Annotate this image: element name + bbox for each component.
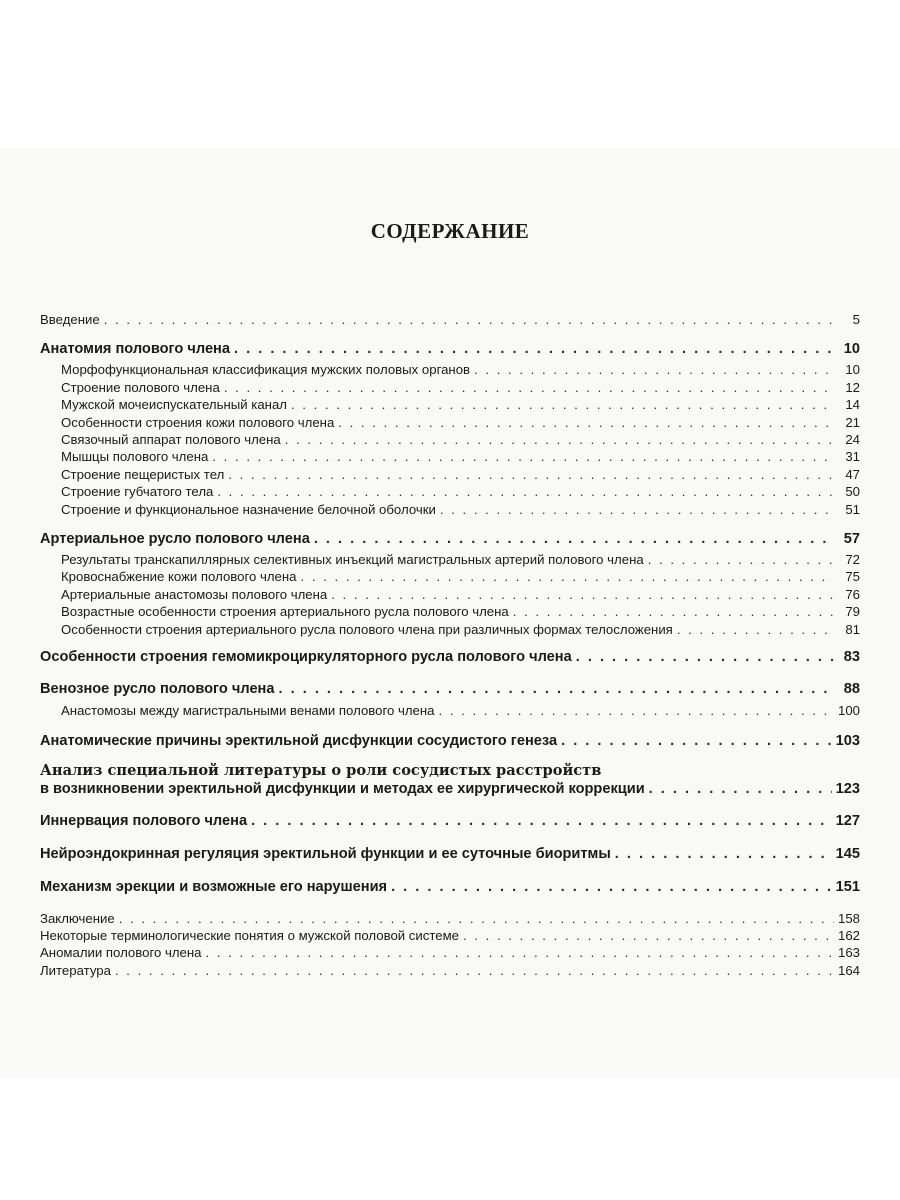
toc-entry-conclusion: Заключение . . . 158 xyxy=(40,910,860,927)
toc-subentry: Мышцы полового члена . . . 31 xyxy=(40,448,860,465)
toc-section-innervation: Иннервация полового члена . . . 127 xyxy=(40,812,860,830)
page-title: СОДЕРЖАНИЕ xyxy=(370,219,530,244)
toc-entry-anomalies: Аномалии полового члена . . . 163 xyxy=(40,944,860,961)
toc-subentry: Артериальные анастомозы полового члена . . . 76 xyxy=(40,586,860,603)
toc-entry-introduction: Введение . . . 5 xyxy=(40,311,860,328)
toc-subentry: Строение полового члена . . . 12 xyxy=(40,379,860,396)
toc-section-mechanism: Механизм эрекции и возможные его нарушения . . . 151 xyxy=(40,878,860,896)
toc-subentry: Связочный аппарат полового члена . . . 24 xyxy=(40,431,860,448)
toc-subentry: Строение пещеристых тел . . . 47 xyxy=(40,466,860,483)
toc-section-venous: Венозное русло полового члена . . . 88 xyxy=(40,680,860,698)
toc-section-anatomy: Анатомия полового члена . . . 10 xyxy=(40,340,860,358)
toc-entry-terminology: Некоторые терминологические понятия о мужской половой системе . . . 162 xyxy=(40,927,860,944)
toc-subentry: Кровоснабжение кожи полового члена . . . 75 xyxy=(40,568,860,585)
toc-subentry: Возрастные особенности строения артериального русла полового члена . . . 79 xyxy=(40,603,860,620)
toc-subentry: Строение губчатого тела . . . 50 xyxy=(40,483,860,500)
toc-subentry: Особенности строения кожи полового члена . . . 21 xyxy=(40,414,860,431)
toc-section-erectile-causes: Анатомические причины эректильной дисфункции сосудистого генеза . . . 103 xyxy=(40,732,860,750)
toc-subentry: Морфофункциональная классификация мужских половых органов . . . 10 xyxy=(40,361,860,378)
toc-entry-references: Литература . . . 164 xyxy=(40,962,860,979)
toc-section-microcirculatory: Особенности строения гемомикроциркуляторного русла полового члена . . . 83 xyxy=(40,648,860,666)
toc-subentry: Строение и функциональное назначение белочной оболочки . . . 51 xyxy=(40,501,860,518)
toc-subentry: Особенности строения артериального русла полового члена при различных формах телосложения . . . 81 xyxy=(40,621,860,638)
toc-section-neuroendocrine: Нейроэндокринная регуляция эректильной функции и ее суточные биоритмы . . . 145 xyxy=(40,845,860,863)
toc-section-literature-analysis: Анализ специальной литературы о роли сосудистых расстройств в возникновении эректильной дисфункции и методах ее хирургической коррекции . . . 123 xyxy=(40,762,860,798)
toc-subentry: Результаты транскапиллярных селективных инъекций магистральных артерий полового члена . . . 72 xyxy=(40,551,860,568)
toc-section-arterial: Артериальное русло полового члена . . . 57 xyxy=(40,530,860,548)
toc-subentry: Анастомозы между магистральными венами полового члена . . . 100 xyxy=(40,702,860,719)
table-of-contents xyxy=(40,311,860,979)
toc-subentry: Мужской мочеиспускательный канал . . . 14 xyxy=(40,396,860,413)
